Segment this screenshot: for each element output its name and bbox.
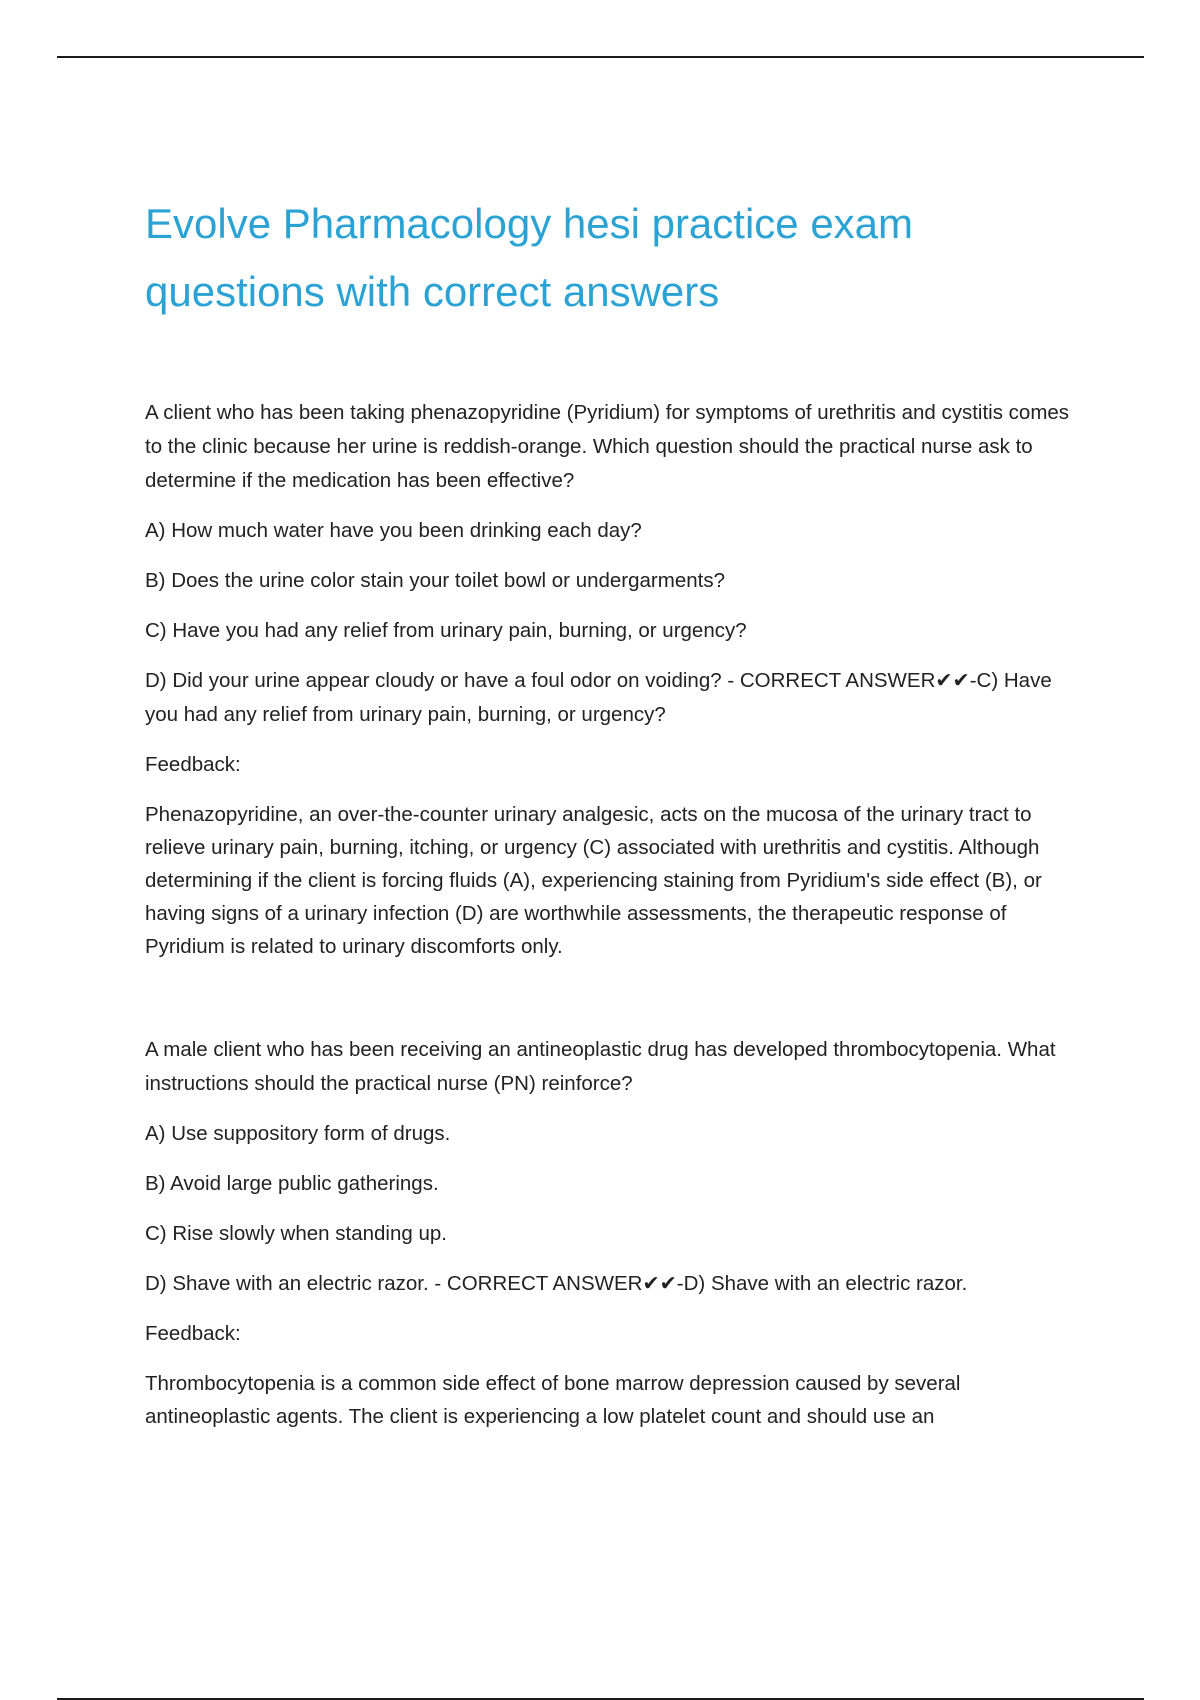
question-2	[145, 1033, 1075, 1433]
top-rule	[57, 56, 1144, 58]
feedback-label: Feedback:	[145, 1322, 241, 1345]
answer-option-c: C) Rise slowly when standing up.	[145, 1222, 447, 1245]
answer-option-b: B) Does the urine color stain your toilet bowl or undergarments?	[145, 569, 725, 592]
feedback-text: Thrombocytopenia is a common side effect of bone marrow depression caused by several antineoplastic agents. The client is experiencing a low platelet count and should use an	[145, 1372, 961, 1428]
document-title: Evolve Pharmacology hesi practice exam questions with correct answers	[145, 200, 914, 315]
feedback-text: Phenazopyridine, an over-the-counter urinary analgesic, acts on the mucosa of the urinary tract to relieve urinary pain, burning, itching, or urgency (C) associated with urethritis and cystitis. Although determining if the client is forcing fluids (A), experiencing staining from Pyridium's side effect (B), or having signs of a urinary infection (D) are worthwhile assessments, the therapeutic response of Pyridium is related to urinary discomforts only.	[145, 803, 1042, 958]
answer-option-c: C) Have you had any relief from urinary pain, burning, or urgency?	[145, 619, 747, 642]
question-stem: A male client who has been receiving an antineoplastic drug has developed thrombocytopenia. What instructions should the practical nurse (PN) reinforce?	[145, 1038, 1056, 1095]
answer-option-d-with-correct-answer: D) Shave with an electric razor. - CORRECT ANSWER✔✔-D) Shave with an electric razor.	[145, 1272, 968, 1295]
question-1	[145, 396, 1075, 963]
answer-option-b: B) Avoid large public gatherings.	[145, 1172, 439, 1195]
answer-option-a: A) How much water have you been drinking each day?	[145, 519, 642, 542]
answer-option-d-with-correct-answer: D) Did your urine appear cloudy or have a foul odor on voiding? - CORRECT ANSWER✔✔-C) Have you had any relief from urinary pain, burning, or urgency?	[145, 669, 1052, 726]
question-stem: A client who has been taking phenazopyridine (Pyridium) for symptoms of urethritis and cystitis comes to the clinic because her urine is reddish-orange. Which question should the practical nurse ask to determine if the medication has been effective?	[145, 401, 1070, 492]
feedback-label: Feedback:	[145, 753, 241, 776]
document-body	[145, 190, 1075, 1433]
answer-option-a: A) Use suppository form of drugs.	[145, 1122, 451, 1145]
